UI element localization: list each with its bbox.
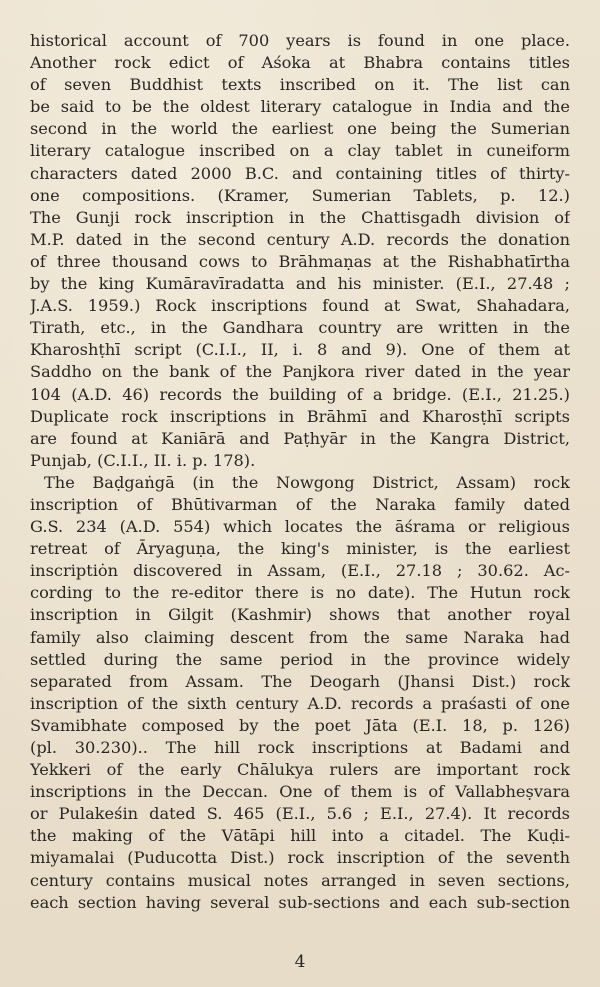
text-line: Another rock edict of Aśoka at Bhabra contains titles <box>30 53 570 73</box>
text-line: separated from Assam. The Deogarh (Jhansi Dist.) rock <box>30 671 570 691</box>
text-line: characters dated 2000 B.C. and containing titles of thirty- <box>30 163 570 183</box>
text-line: Punjab, (C.I.I., II. i. p. 178). <box>30 450 256 470</box>
text-line: second in the world the earliest one being the Sumerian <box>30 119 570 139</box>
text-line: Saddho on the bank of the Panjkora river dated in the year <box>30 362 570 382</box>
text-line: miyamalai (Puducotta Dist.) rock inscription of the seventh <box>30 848 570 868</box>
text-line: Kharoshṭhī script (C.I.I., II, i. 8 and 9). One of them at <box>30 340 570 360</box>
text-line: Duplicate rock inscriptions in Brāhmī and Kharosṭhī scripts <box>30 406 570 426</box>
page-number: 4 <box>294 952 306 972</box>
text-line: the making of the Vātāpi hill into a citadel. The Kuḍi- <box>30 826 570 846</box>
text-line: literary catalogue inscribed on a clay tablet in cuneiform <box>30 141 570 161</box>
text-line: J.A.S. 1959.) Rock inscriptions found at Swat, Shahadara, <box>30 296 570 316</box>
paragraph-1 <box>30 30 570 472</box>
text-line: The Baḍgaṅgā (in the Nowgong District, Assam) rock <box>44 472 570 492</box>
text-line: of seven Buddhist texts inscribed on it. The list can <box>30 75 570 95</box>
text-line: Tirath, etc., in the Gandhara country are written in the <box>30 318 570 338</box>
text-line: (pl. 30.230).. The hill rock inscriptions at Badami and <box>30 738 570 757</box>
text-line: inscription in Gilgit (Kashmir) shows that another royal <box>30 605 570 625</box>
text-line: The Gunji rock inscription in the Chattisgadh division of <box>30 207 570 227</box>
text-line: Yekkeri of the early Chālukya rulers are important rock <box>30 760 570 780</box>
text-line: family also claiming descent from the same Naraka had <box>30 627 570 647</box>
text-line: or Pulakeśin dated S. 465 (E.I., 5.6 ; E.I., 27.4). It records <box>30 804 570 824</box>
body-text <box>30 30 570 914</box>
text-line: retreat of Āryaguṇa, the king's minister, is the earliest <box>30 539 570 559</box>
text-line: 104 (A.D. 46) records the building of a bridge. (E.I., 21.25.) <box>30 384 570 404</box>
text-line: are found at Kaniārā and Paṭhyār in the Kangra District, <box>30 428 570 448</box>
text-line: settled during the same period in the province widely <box>30 649 570 669</box>
text-line: Svamibhate composed by the poet Jāta (E.I. 18, p. 126) <box>30 715 570 735</box>
text-line: inscriptiȯn discovered in Assam, (E.I., 27.18 ; 30.62. Ac- <box>30 561 570 581</box>
text-line: inscription of Bhūtivarman of the Naraka family dated <box>30 494 570 514</box>
text-line: cording to the re-editor there is no date). The Hutun rock <box>30 583 570 603</box>
text-line: each section having several sub-sections and each sub-section <box>30 892 570 912</box>
text-line: G.S. 234 (A.D. 554) which locates the āśrama or religious <box>30 517 570 537</box>
text-line: be said to be the oldest literary catalogue in India and the <box>30 97 570 117</box>
text-line: M.P. dated in the second century A.D. records the donation <box>30 229 570 249</box>
text-line: by the king Kumāravīradatta and his minister. (E.I., 27.48 ; <box>30 274 570 294</box>
text-line: inscriptions in the Deccan. One of them is of Vallabheṣvara <box>30 782 570 802</box>
text-line: inscription of the sixth century A.D. records a praśasti of one <box>30 693 570 713</box>
text-line: century contains musical notes arranged in seven sections, <box>30 870 570 890</box>
text-line: one compositions. (Kramer, Sumerian Tablets, p. 12.) <box>30 185 570 205</box>
paragraph-2 <box>30 472 570 914</box>
text-line: of three thousand cows to Brāhmaṇas at the Rishabhatīrtha <box>30 251 570 271</box>
text-line: historical account of 700 years is found in one place. <box>30 31 570 50</box>
